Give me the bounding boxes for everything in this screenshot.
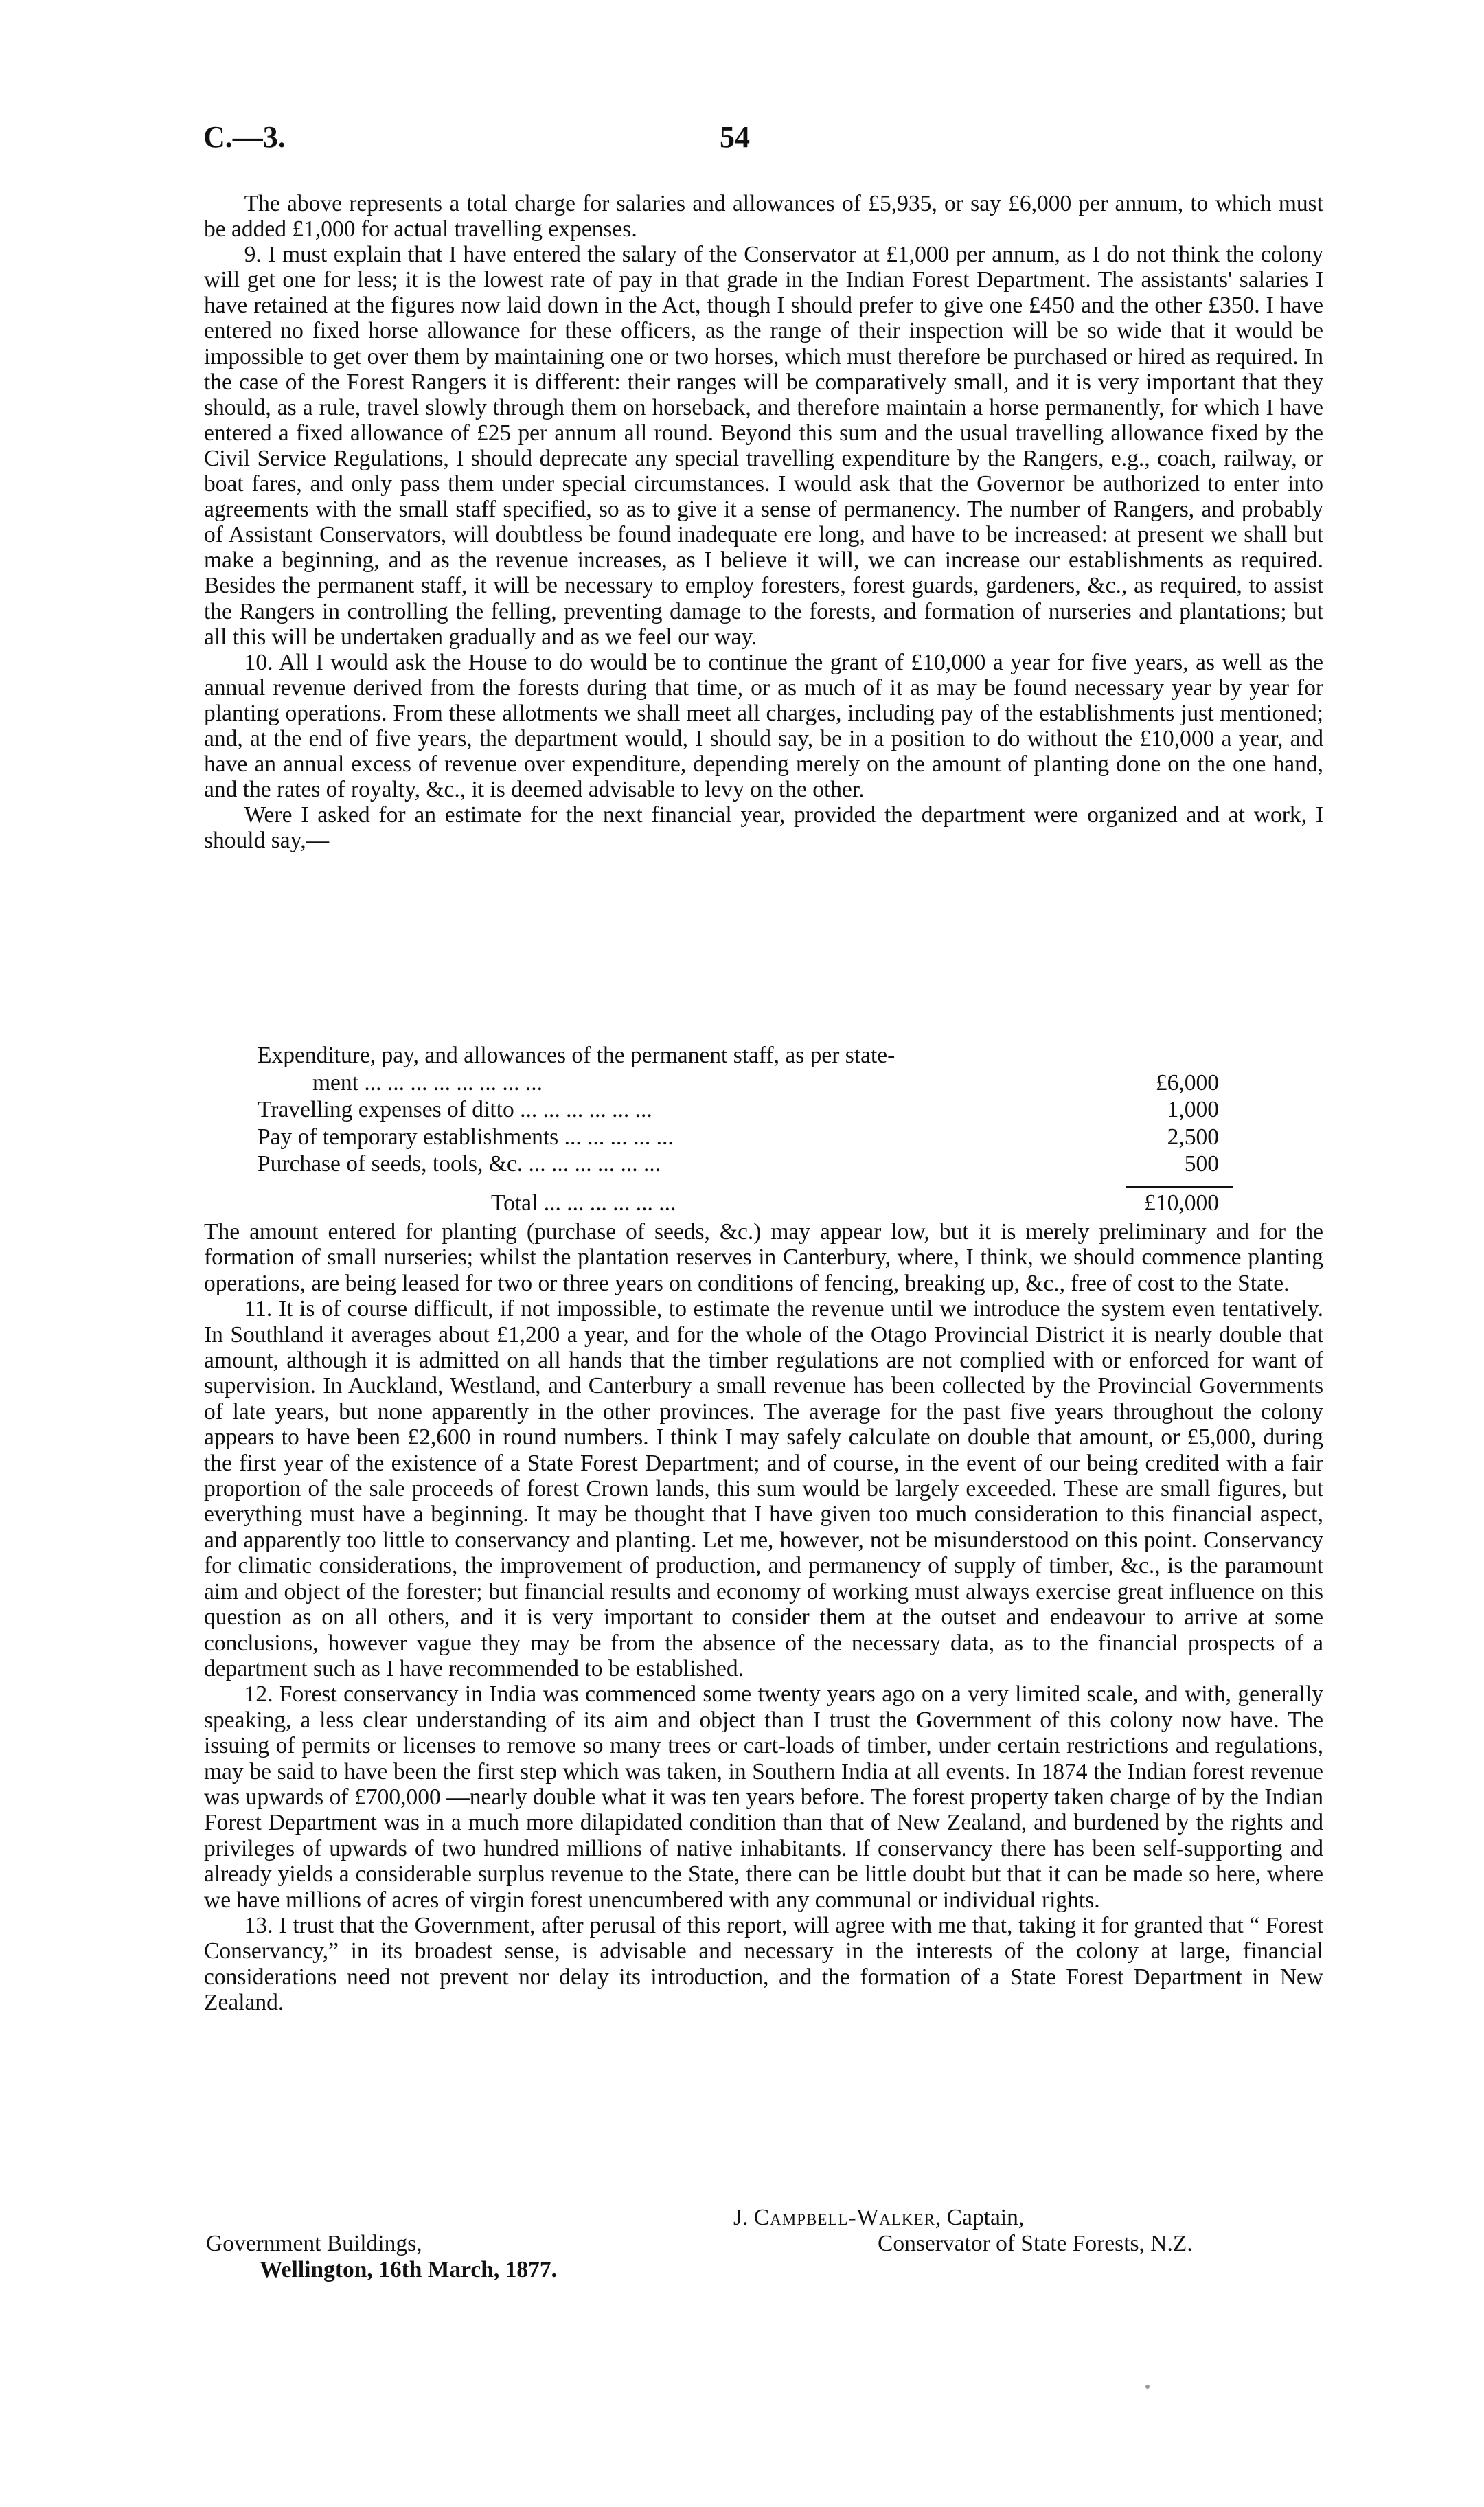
estimate-row (258, 1124, 1219, 1151)
estimate-amount: £6,000 (1155, 1069, 1219, 1096)
total-label: Total ... ... ... ... ... ... (491, 1190, 676, 1216)
estimate-amount: 2,500 (1167, 1124, 1219, 1150)
estimate-label: Travelling expenses of ditto ... ... ... ... ... ... (258, 1097, 652, 1122)
signature-initial: J. (733, 2205, 749, 2230)
body-text-bottom (204, 1219, 1323, 2016)
signature-name (733, 2205, 1024, 2231)
paragraph-salaries-total: The above represents a total charge for salaries and allowances of £5,935, or say £6,000 per annum, to which must be added £1,000 for actual travelling expenses. (204, 191, 1323, 242)
paragraph-9: 9. I must explain that I have entered the salary of the Conservator at £1,000 per annum, as I do not think the colony will get one for less; it is the lowest rate of pay in that grade in the Indian Forest Department. The assistants' salaries I have retained at the figures now laid down in the Act, though I should prefer to give one £450 and the other £350. I have entered no fixed horse allowance for these officers, as the range of their inspection will be so wide that it would be impossible to get over them by maintaining one or two horses, which must therefore be purchased or hired as required. In the case of the Forest Rangers it is different: their ranges will be comparatively small, and it is very important that they should, as a rule, travel slowly through them on horseback, and therefore maintain a horse permanently, for which I have entered a fixed allowance of £25 per annum all round. Beyond this sum and the usual travelling allowance fixed by the Civil Service Regulations, I should deprecate any special travelling expenditure by the Rangers, e.g., coach, railway, or boat fares, and only pass them under special circumstances. I would ask that the Governor be authorized to enter into agreements with the small staff specified, so as to give it a sense of permanency. The number of Rangers, and probably of Assistant Conservators, will doubtless be found inadequate ere long, and have to be increased: at present we shall but make a beginning, and as the revenue increases, as I believe it will, we can increase our establishments as required. Besides the permanent staff, it will be necessary to employ foresters, forest guards, gardeners, &c., as required, to assist the Rangers in controlling the felling, preventing damage to the forests, and formation of nurseries and plantations; but all this will be undertaken gradually and as we feel our way. (204, 242, 1323, 650)
estimate-table (258, 1042, 1219, 1178)
estimate-label: Purchase of seeds, tools, &c. ... ... ... ... ... ... (258, 1151, 661, 1177)
paragraph-estimate-intro: Were I asked for an estimate for the next financial year, provided the department were organized and at work, I should say,— (204, 802, 1323, 854)
estimate-row (258, 1042, 1219, 1069)
body-text-top (204, 191, 1323, 853)
address-line: Government Buildings, (206, 2231, 422, 2256)
estimate-total-row (258, 1190, 1219, 1216)
document-reference: C.—3. (203, 120, 286, 154)
estimate-amount: 1,000 (1167, 1097, 1219, 1122)
paragraph-11: 11. It is of course difficult, if not impossible, to estimate the revenue until we introduce the system even tentatively. In Southland it averages about £1,200 a year, and for the whole of the Otago Provincial District it is nearly double that amount, although it is admitted on all hands that the timber regulations are not complied with or enforced for want of supervision. In Auckland, Westland, and Canterbury a small revenue has been collected by the Provincial Governments of late years, but none apparently in the other provinces. The average for the past five years throughout the colony appears to have been £2,600 in round numbers. I think I may safely calculate on double that amount, or £5,000, during the first year of the existence of a State Forest Department; and of course, in the event of our being credited with a fair proportion of the sale proceeds of forest Crown lands, this sum would be largely exceeded. These are small figures, but everything must have a beginning. It may be thought that I have given too much consideration to this financial aspect, and apparently too little to conservancy and planting. Let me, however, not be misunderstood on this point. Conservancy for climatic considerations, the improvement of production, and permanency of supply of timber, &c., is the paramount aim and object of the forester; but financial results and economy of working must always exercise great influence on this question as on all others, and it is very important to consider them at the outset and endeavour to arrive at some conclusions, however vague they may be from the absence of the necessary data, as to the financial prospects of a department such as I have recommended to be established. (204, 1296, 1323, 1681)
signature-surname: Campbell-Walker (753, 2205, 935, 2230)
signature-title: Conservator of State Forests, N.Z. (878, 2231, 1193, 2256)
total-rule (1126, 1186, 1233, 1188)
estimate-label: Pay of temporary establishments ... ... ... ... ... (258, 1124, 674, 1150)
signature-rank: , Captain, (935, 2205, 1025, 2230)
page-number: 54 (720, 120, 750, 154)
date-line: Wellington, 16th March, 1877. (260, 2257, 558, 2282)
estimate-label: ment ... ... ... ... ... ... ... ... (312, 1069, 543, 1096)
paper-speck (1145, 2385, 1150, 2389)
paragraph-12: 12. Forest conservancy in India was commenced some twenty years ago on a very limited scale, and with, generally speaking, a less clear understanding of its aim and object than I trust the Government of this colony now have. The issuing of permits or licenses to remove so many trees or cart-loads of timber, under certain restrictions and regulations, may be said to have been the first step which was taken, in Southern India at all events. In 1874 the Indian forest revenue was upwards of £700,000 —nearly double what it was ten years before. The forest property taken charge of by the Indian Forest Department was in a much more dilapidated condition than that of New Zealand, and burdened by the rights and privileges of upwards of two hundred millions of native inhabitants. If conservancy there has been self-supporting and already yields a considerable surplus revenue to the State, there can be little doubt but that it can be made so here, where we have millions of acres of virgin forest unencumbered with any communal or individual rights. (204, 1681, 1323, 1913)
estimate-amount: 500 (1184, 1151, 1219, 1177)
paragraph-13: 13. I trust that the Government, after perusal of this report, will agree with me that, taking it for granted that “ Forest Conservancy,” in its broadest sense, is advisable and necessary in the interests of the colony at large, financial considerations need not prevent nor delay its introduction, and the formation of a State Forest Department in New Zealand. (204, 1912, 1323, 2016)
estimate-row (258, 1096, 1219, 1124)
estimate-label: Expenditure, pay, and allowances of the permanent staff, as per state- (258, 1043, 895, 1068)
paragraph-planting-note: The amount entered for planting (purchase of seeds, &c.) may appear low, but it is merely preliminary and for the formation of small nurseries; whilst the plantation reserves in Canterbury, where, I think, we should commence planting operations, are being leased for two or three years on conditions of fencing, breaking up, &c., free of cost to the State. (204, 1219, 1323, 1296)
total-amount: £10,000 (1144, 1190, 1219, 1216)
estimate-row (258, 1150, 1219, 1178)
paragraph-10: 10. All I would ask the House to do would be to continue the grant of £10,000 a year for five years, as well as the annual revenue derived from the forests during that time, or as much of it as may be found necessary year by year for planting operations. From these allotments we shall meet all charges, including pay of the establishments just mentioned; and, at the end of five years, the department would, I should say, be in a position to do without the £10,000 a year, and have an annual excess of revenue over expenditure, depending merely on the amount of planting done on the one hand, and the rates of royalty, &c., it is deemed advisable to levy on the other. (204, 649, 1323, 803)
estimate-row (258, 1069, 1219, 1097)
